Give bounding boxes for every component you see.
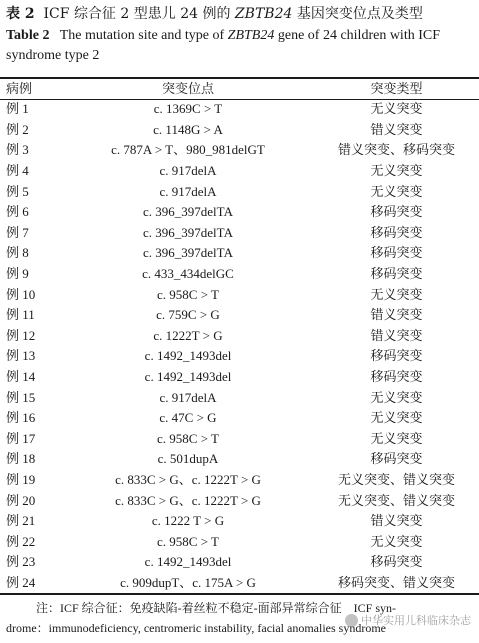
- table-header-rule: [0, 99, 479, 100]
- cell-site: c. 47C > G: [159, 410, 217, 426]
- caption-en: [6, 26, 474, 66]
- cell-type: 错义突变: [370, 307, 423, 323]
- table-row: [0, 120, 479, 141]
- cell-site: c. 833C > G、c. 1222T > G: [115, 471, 261, 487]
- cell-site: c. 958C > T: [157, 286, 219, 302]
- cell-type: 无义突变: [370, 389, 423, 405]
- table-row: [0, 387, 479, 408]
- cell-site: c. 917delA: [159, 183, 217, 199]
- cell-site: c. 1492_1493del: [144, 369, 232, 385]
- cell-case: 例 5: [6, 183, 29, 199]
- cell-case: 例 9: [6, 266, 29, 282]
- cell-site: c. 1492_1493del: [144, 348, 232, 364]
- cell-site: c. 396_397delTA: [143, 245, 233, 261]
- cell-case: 例 7: [6, 224, 29, 240]
- cell-site: c. 1148G > A: [153, 121, 223, 137]
- cell-case: 例 11: [6, 307, 35, 323]
- table-bottom-rule: [0, 593, 479, 595]
- cell-site: c. 787A > T、980_981delGT: [111, 142, 265, 158]
- table-row: [0, 346, 479, 367]
- cell-site: c. 1369C > T: [153, 101, 223, 117]
- table-row: [0, 181, 479, 202]
- cell-type: 移码突变: [370, 348, 423, 364]
- caption-cn-label: 表 2: [6, 6, 35, 22]
- table-row: [0, 305, 479, 326]
- watermark: [345, 612, 471, 628]
- cell-case: 例 20: [6, 492, 36, 508]
- caption-cn: [6, 3, 476, 25]
- note-line-2: drome：immunodeficiency, centromeric instability, facial anomalies syndrome: [6, 621, 386, 635]
- cell-case: 例 16: [6, 410, 36, 426]
- table-row: [0, 161, 479, 182]
- cell-type: 无义突变: [370, 101, 423, 117]
- table-row: [0, 470, 479, 491]
- table-row: [0, 99, 479, 120]
- cell-type: 移码突变: [370, 369, 423, 385]
- cell-case: 例 14: [6, 369, 36, 385]
- cell-site: c. 1222T > G: [153, 327, 223, 343]
- watermark-text: 中华实用儿科临床杂志: [361, 614, 471, 627]
- table-row: [0, 552, 479, 573]
- cell-site: c. 833C > G、c. 1222T > G: [115, 492, 261, 508]
- caption-en-prefix: The mutation site and type of: [59, 28, 225, 43]
- cell-case: 例 13: [6, 348, 36, 364]
- table-row: [0, 511, 479, 532]
- cell-site: c. 909dupT、c. 175A > G: [120, 574, 256, 590]
- table-row: [0, 573, 479, 594]
- cell-site: c. 958C > T: [157, 533, 219, 549]
- cell-type: 无义突变: [370, 430, 423, 446]
- cell-case: 例 22: [6, 533, 36, 549]
- header-type: 突变类型: [370, 81, 423, 96]
- cell-type: 移码突变、错义突变: [337, 574, 455, 590]
- cell-site: c. 396_397delTA: [143, 224, 233, 240]
- cell-case: 例 4: [6, 163, 29, 179]
- cell-site: c. 917delA: [159, 389, 217, 405]
- caption-cn-gene: ZBTB24: [234, 6, 293, 22]
- mutation-table: [0, 79, 479, 593]
- cell-case: 例 2: [6, 121, 29, 137]
- table-header-row: [0, 79, 479, 99]
- cell-type: 无义突变: [370, 286, 423, 302]
- caption-cn-suffix: 基因突变位点及类型: [296, 6, 423, 22]
- cell-site: c. 917delA: [159, 163, 217, 179]
- cell-type: 移码突变: [370, 451, 423, 467]
- table-row: [0, 367, 479, 388]
- cell-case: 例 1: [6, 101, 29, 117]
- cell-type: 无义突变: [370, 163, 423, 179]
- table-row: [0, 223, 479, 244]
- table-row: [0, 429, 479, 450]
- table-row: [0, 284, 479, 305]
- cell-type: 移码突变: [370, 224, 423, 240]
- table-row: [0, 449, 479, 470]
- caption-en-gene: ZBTB24: [227, 28, 275, 43]
- table-row: [0, 408, 479, 429]
- header-site: 突变位点: [161, 81, 214, 96]
- table-row: [0, 490, 479, 511]
- table-row: [0, 264, 479, 285]
- cell-type: 错义突变: [370, 121, 423, 137]
- cell-type: 错义突变: [370, 513, 423, 529]
- cell-type: 移码突变: [370, 245, 423, 261]
- cell-site: c. 759C > G: [156, 307, 220, 323]
- cell-type: 无义突变、错义突变: [337, 492, 455, 508]
- table-row: [0, 243, 479, 264]
- cell-site: c. 396_397delTA: [143, 204, 233, 220]
- cell-type: 移码突变: [370, 266, 423, 282]
- cell-type: 移码突变: [370, 204, 423, 220]
- wechat-logo-icon: [345, 614, 358, 627]
- cell-site: c. 1492_1493del: [144, 554, 232, 570]
- cell-case: 例 19: [6, 471, 36, 487]
- caption-en-suffix: gene of 24 children with ICF syndrome type 2: [6, 28, 440, 63]
- cell-type: 错义突变、移码突变: [337, 142, 455, 158]
- note-line-1: 注：ICF 综合征：免疫缺陷-着丝粒不稳定-面部异常综合征 ICF syn-: [36, 601, 397, 615]
- cell-type: 无义突变: [370, 533, 423, 549]
- cell-site: c. 501dupA: [157, 451, 219, 467]
- cell-case: 例 18: [6, 451, 36, 467]
- cell-case: 例 23: [6, 554, 36, 570]
- cell-case: 例 10: [6, 286, 36, 302]
- cell-case: 例 15: [6, 389, 36, 405]
- cell-case: 例 8: [6, 245, 29, 261]
- cell-type: 错义突变: [370, 327, 423, 343]
- table-row: [0, 140, 479, 161]
- cell-type: 移码突变: [370, 554, 423, 570]
- table-row: [0, 531, 479, 552]
- cell-case: 例 17: [6, 430, 36, 446]
- caption-cn-prefix: ICF 综合征 2 型患儿 24 例的: [43, 6, 231, 22]
- table-body: [0, 99, 479, 593]
- cell-type: 无义突变、错义突变: [337, 471, 455, 487]
- header-case: 病例: [6, 81, 33, 96]
- cell-site: c. 958C > T: [157, 430, 219, 446]
- cell-type: 无义突变: [370, 410, 423, 426]
- cell-case: 例 12: [6, 327, 36, 343]
- cell-case: 例 21: [6, 513, 36, 529]
- cell-site: c. 433_434delGC: [142, 266, 234, 282]
- cell-case: 例 6: [6, 204, 29, 220]
- cell-case: 例 3: [6, 142, 29, 158]
- cell-case: 例 24: [6, 574, 36, 590]
- cell-type: 无义突变: [370, 183, 423, 199]
- caption-en-label: Table 2: [6, 28, 50, 43]
- table-row: [0, 202, 479, 223]
- cell-site: c. 1222 T > G: [151, 513, 225, 529]
- table-row: [0, 326, 479, 347]
